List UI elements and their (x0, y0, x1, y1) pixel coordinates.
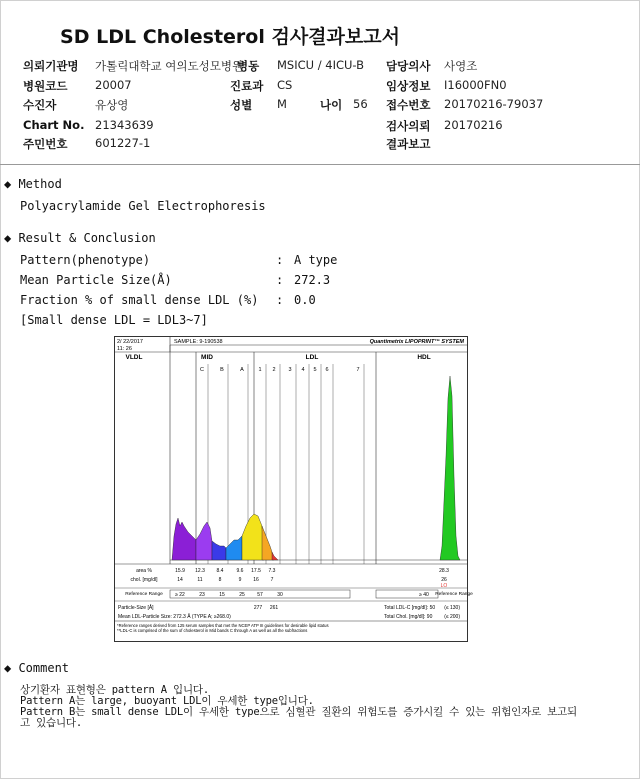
chol-value-2: 8 (218, 577, 222, 583)
chart-date: 2/ 22/2017 (117, 339, 143, 345)
group-label-mid: MID (201, 354, 213, 361)
patient-value: 유상영 (95, 98, 129, 112)
age-value: 56 (353, 97, 368, 111)
chol-value-5: 7 (270, 577, 274, 583)
clinical-value: I16000FN0 (444, 78, 507, 92)
band-label-5: 5 (313, 367, 317, 373)
doctor-value: 사영조 (444, 59, 478, 73)
particle-size-label: Mean Particle Size(Å) (20, 273, 172, 287)
chol-value-6: 26 (441, 577, 447, 583)
dept-label: 진료과 (230, 79, 264, 93)
total-ldl-label: Total LDL-C [mg/dl]: 50 (384, 605, 436, 611)
pattern-value: A type (294, 253, 338, 267)
chol-value-0: 14 (177, 577, 183, 583)
ward-label: 병동 (237, 59, 260, 73)
receipt-label: 접수번호 (386, 98, 431, 112)
small-dense-note: [Small dense LDL = LDL3~7] (20, 313, 208, 327)
ward-value: MSICU / 4ICU-B (277, 58, 365, 72)
fraction-value: 0.0 (294, 293, 316, 307)
result-report-label: 결과보고 (386, 137, 431, 151)
id-number-value: 601227-1 (95, 136, 151, 150)
chol-value-4: 16 (253, 577, 259, 583)
area-value-1: 12.3 (195, 568, 205, 574)
hospital-code-value: 20007 (95, 78, 132, 92)
band-label-7: 7 (356, 367, 360, 373)
lipoprint-chart (114, 336, 473, 642)
area-value-5: 7.3 (268, 568, 276, 574)
group-label-hdl: HDL (417, 354, 431, 361)
band-label-a: A (240, 367, 244, 373)
particle-size-value-1: 261 (269, 605, 279, 611)
area-row-label: area % (136, 568, 152, 574)
comment-heading: ◆ Comment (4, 661, 70, 675)
band-label-2: 2 (272, 367, 276, 373)
clinical-label: 임상정보 (386, 79, 431, 93)
ref-right-label: Reference Range (435, 592, 473, 597)
chart-no-label: Chart No. (23, 118, 85, 132)
lo-flag: LO (440, 583, 448, 589)
chol-row-label: chol. [mg/dl] (130, 577, 158, 583)
chart-sample: SAMPLE: 9-190538 (174, 339, 223, 345)
institution-label: 의뢰기관명 (23, 59, 79, 73)
footnote-2: **LDL-C is comprised of the sum of cholesterol in Mid bands C through A as well as all the subfractions (117, 628, 308, 633)
ref-value-1: 23 (199, 592, 205, 598)
comment-line-2: Pattern A는 large, buoyant LDL이 우세한 type입니다. (20, 695, 314, 707)
comment-line-3: Pattern B는 small dense LDL이 우세한 type으로 심혈관 질환의 위험도를 증가시킬 수 있는 위험인자로 보고되 (20, 706, 577, 718)
receipt-value: 20170216-79037 (444, 97, 544, 111)
sex-value: M (277, 97, 287, 111)
total-chol-ref: (≤ 200) (444, 614, 460, 620)
comment-line-4: 고 있습니다. (20, 717, 82, 729)
ref-row-label: Reference Range (125, 592, 163, 597)
band-label-6: 6 (325, 367, 329, 373)
fraction-label: Fraction % of small dense LDL (%) (20, 293, 259, 307)
particle-size-value: 272.3 (294, 273, 331, 287)
area-value-6: 28.3 (439, 568, 449, 574)
chol-value-1: 11 (197, 577, 203, 583)
fraction-colon: : (276, 293, 284, 307)
age-label: 나이 (320, 98, 343, 112)
sex-label: 성별 (230, 98, 253, 112)
total-ldl-ref: (≤ 130) (444, 605, 460, 611)
method-heading: ◆ Method (4, 177, 62, 191)
area-value-4: 17.5 (251, 568, 261, 574)
area-value-0: 15.9 (175, 568, 185, 574)
request-label: 검사의뢰 (386, 119, 431, 133)
band-label-4: 4 (301, 367, 305, 373)
band-label-c: C (200, 367, 204, 373)
ref-value-6: ≥ 40 (419, 592, 429, 598)
footnote-1: *Reference ranges derived from 125 serum samples that met the NCEP ATP III guidelines for desirable lipid status (117, 623, 329, 628)
chol-value-3: 9 (238, 577, 242, 583)
pattern-colon: : (276, 253, 284, 267)
group-label-vldl: VLDL (125, 354, 143, 361)
hospital-code-label: 병원코드 (23, 79, 68, 93)
id-number-label: 주민번호 (23, 137, 68, 151)
band-label-3: 3 (288, 367, 292, 373)
dept-value: CS (277, 78, 293, 92)
area-value-3: 9.6 (236, 568, 244, 574)
ref-value-4: 57 (257, 592, 263, 598)
band-label-b: B (220, 367, 224, 373)
chart-time: 11: 26 (117, 346, 132, 352)
particle-size-row-label: Particle-Size [Å] (118, 605, 154, 611)
result-heading: ◆ Result & Conclusion (4, 231, 156, 245)
institution-value: 가톨릭대학교 여의도성모병원 (95, 59, 244, 73)
ref-value-5: 30 (277, 592, 283, 598)
header-divider (0, 164, 640, 165)
group-label-ldl: LDL (305, 354, 319, 361)
chart-no-value: 21343639 (95, 118, 154, 132)
comment-line-1: 상기환자 표현형은 pattern A 입니다. (20, 684, 209, 696)
particle-size-value-0: 277 (253, 605, 263, 611)
request-value: 20170216 (444, 118, 503, 132)
report-title: SD LDL Cholesterol 검사결과보고서 (60, 26, 400, 48)
doctor-label: 담당의사 (386, 59, 431, 73)
ref-value-0: ≥ 22 (175, 592, 185, 598)
area-value-2: 8.4 (216, 568, 224, 574)
chart-frame (115, 337, 468, 642)
lipoprint-chart-svg (114, 336, 473, 642)
chart-brand: Quantimetrix LIPOPRINT™ SYSTEM (369, 339, 464, 345)
mean-size-label: Mean LDL-Particle Size: 272.3 Å (TYPE A; ≥268.0) (118, 614, 231, 620)
total-chol-label: Total Chol. [mg/dl]: 90 (384, 614, 433, 620)
method-text: Polyacrylamide Gel Electrophoresis (20, 199, 266, 213)
ref-value-3: 25 (239, 592, 245, 598)
particle-size-colon: : (276, 273, 284, 287)
band-label-1: 1 (258, 367, 262, 373)
patient-label: 수진자 (23, 98, 57, 112)
pattern-label: Pattern(phenotype) (20, 253, 151, 267)
ref-value-2: 15 (219, 592, 225, 598)
